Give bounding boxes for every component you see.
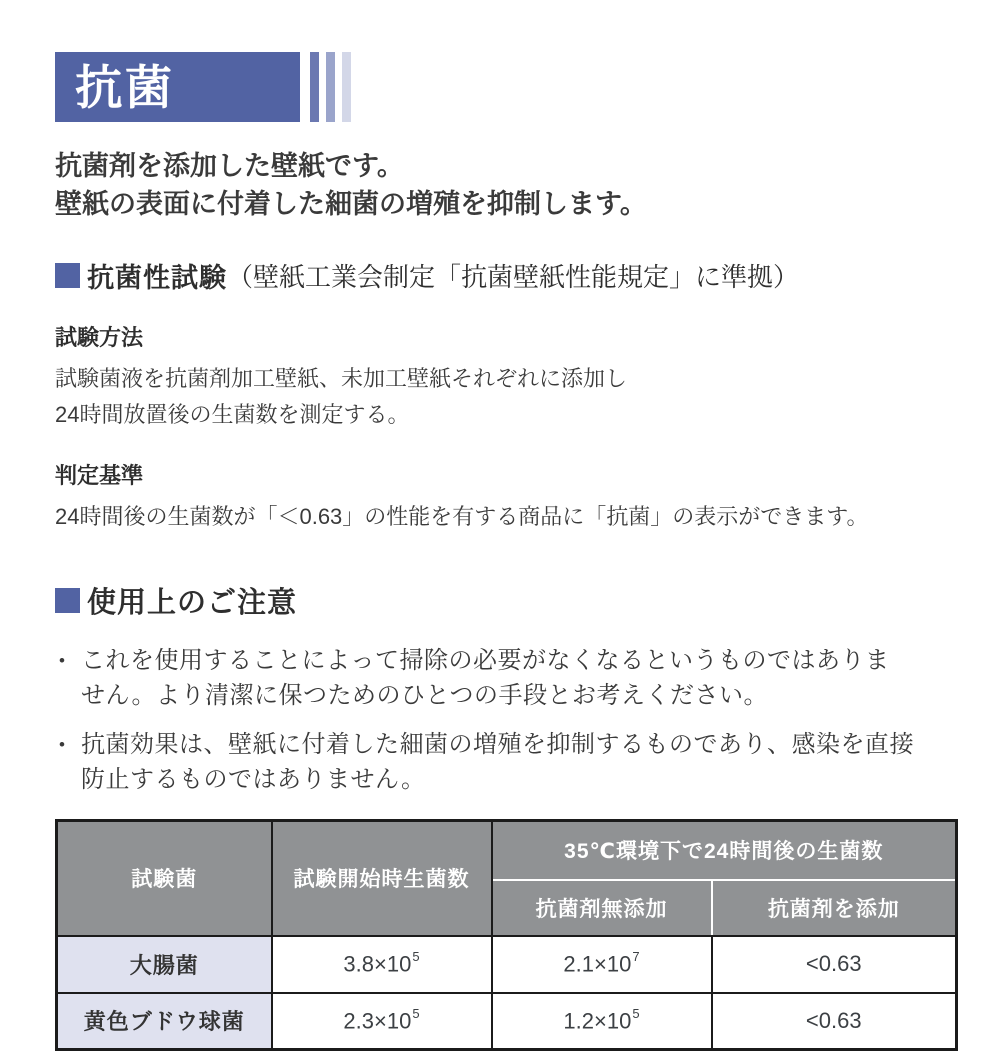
cell-no-agent xyxy=(492,993,712,1050)
value-exponent: 5 xyxy=(632,1005,640,1021)
title-banner xyxy=(55,52,300,122)
note-text xyxy=(81,727,914,797)
note-line: 抗菌効果は、壁紙に付着した細菌の増殖を抑制するものであり、感染を直接 xyxy=(81,731,914,758)
value-exponent: 7 xyxy=(632,948,640,964)
row-label: 黄色ブドウ球菌 xyxy=(57,993,272,1050)
section-heading-note: （壁紙工業会制定「抗菌壁紙性能規定」に準拠） xyxy=(227,262,800,292)
criteria-label: 判定基準 xyxy=(55,463,144,488)
title-stripes xyxy=(310,52,358,122)
section-heading-antibacterial-test xyxy=(55,256,955,295)
stripe-decoration xyxy=(310,52,319,122)
stripe-decoration xyxy=(326,52,335,122)
test-method-block xyxy=(55,321,955,433)
bullet-icon: • xyxy=(59,735,65,754)
value-base: 1.2×10 xyxy=(563,1007,632,1033)
section-heading-text: 使用上のご注意 xyxy=(87,587,298,619)
col-header-after-24h-group: 35℃環境下で24時間後の生菌数 xyxy=(492,821,957,880)
cell-start-count xyxy=(272,936,492,993)
cell-with-agent: <0.63 xyxy=(712,993,957,1050)
value-base: 2.1×10 xyxy=(563,951,632,977)
note-line: これを使用することによって掃除の必要がなくなるというものではありま xyxy=(81,647,890,674)
usage-notes-list xyxy=(55,643,955,797)
blue-square-icon xyxy=(55,588,80,613)
test-method-line: 試験菌液を抗菌剤加工壁紙、未加工壁紙それぞれに添加し xyxy=(55,366,628,391)
list-item xyxy=(55,643,955,713)
criteria-text: 24時間後の生菌数が「＜0.63」の性能を有する商品に「抗菌」の表示ができます。 xyxy=(55,504,869,529)
note-line: 防止するものではありません。 xyxy=(81,766,426,793)
table-row-ecoli xyxy=(57,936,957,993)
value-exponent: 5 xyxy=(412,948,420,964)
col-header-no-agent: 抗菌剤無添加 xyxy=(492,880,712,936)
col-header-with-agent: 抗菌剤を添加 xyxy=(712,880,957,936)
note-line: せん。より清潔に保つためのひとつの手段とお考えください。 xyxy=(81,682,768,709)
test-results-table xyxy=(55,819,958,1051)
col-header-bacteria: 試験菌 xyxy=(57,821,272,936)
intro-line: 壁紙の表面に付着した細菌の増殖を抑制します。 xyxy=(55,189,647,219)
intro-text xyxy=(55,147,955,223)
test-method-line: 24時間放置後の生菌数を測定する。 xyxy=(55,402,410,427)
table-row-staph xyxy=(57,993,957,1050)
section-heading-usage-notes xyxy=(55,580,955,621)
value-base: 3.8×10 xyxy=(343,951,412,977)
col-header-start-count: 試験開始時生菌数 xyxy=(272,821,492,936)
intro-line: 抗菌剤を添加した壁紙です。 xyxy=(55,151,404,181)
test-method-label: 試験方法 xyxy=(55,325,144,350)
cell-no-agent xyxy=(492,936,712,993)
list-item xyxy=(55,727,955,797)
stripe-decoration xyxy=(342,52,351,122)
cell-with-agent: <0.63 xyxy=(712,936,957,993)
page-header xyxy=(55,52,955,122)
cell-start-count xyxy=(272,993,492,1050)
value-exponent: 5 xyxy=(412,1005,420,1021)
value-base: 2.3×10 xyxy=(343,1007,412,1033)
criteria-block xyxy=(55,459,955,535)
page-title: 抗菌 xyxy=(75,60,175,114)
section-heading-text: 抗菌性試験 xyxy=(87,263,227,293)
blue-square-icon xyxy=(55,263,80,288)
row-label: 大腸菌 xyxy=(57,936,272,993)
test-method-text xyxy=(55,361,955,433)
note-text xyxy=(81,643,890,713)
bullet-icon: • xyxy=(59,651,65,670)
